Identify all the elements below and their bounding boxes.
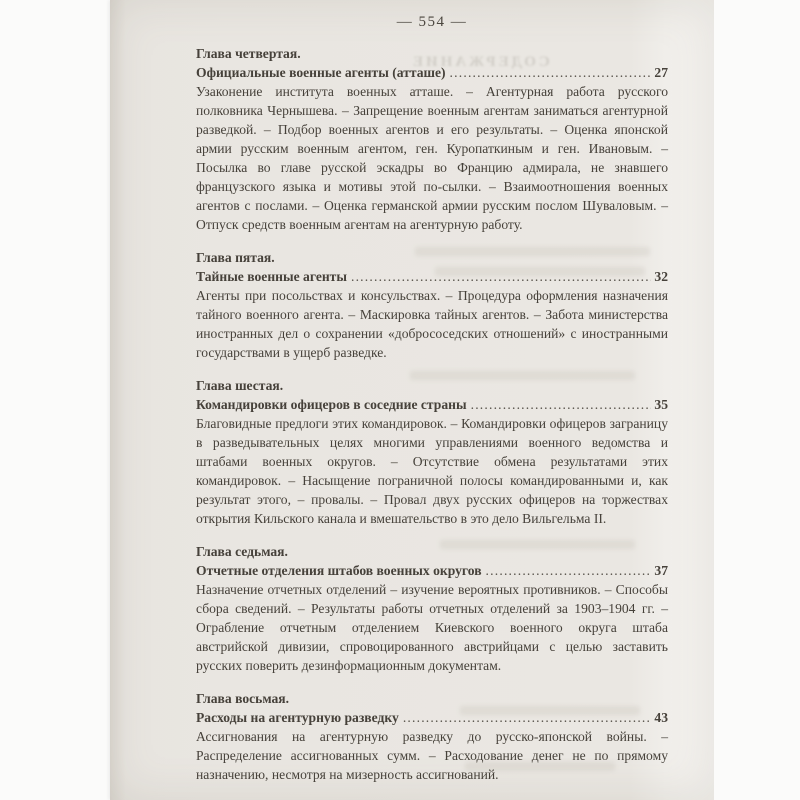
toc-chapter: [196, 44, 668, 234]
chapter-label: Глава восьмая.: [196, 691, 290, 706]
page-number: — 554 —: [396, 14, 468, 30]
dot-leader: [403, 708, 652, 727]
chapter-label: Глава шестая.: [196, 378, 284, 393]
chapter-page-ref: 27: [654, 65, 668, 80]
chapter-title: Официальные военные агенты (атташе): [196, 65, 446, 80]
chapter-page-ref: 37: [654, 563, 668, 578]
toc-chapter: [196, 689, 668, 784]
toc-chapter: [196, 542, 668, 675]
chapter-summary: Благовидные предлоги этих командировок. – Командировки офицеров заграницу в разведывательных целях многими управлениями военного ведомства и штабами военных округов. – Отсутствие обмена результатами этих командировок. – Насыщение пограничной полосы командированными и, как результат этого, – провалы. – Провал двух русских офицеров на торжествах открытия Кильского канала и вмешательство в это дело Вильгельма II.: [196, 416, 668, 526]
chapter-title-row: [196, 708, 668, 727]
chapter-title: Командировки офицеров в соседние страны: [196, 397, 467, 412]
toc-chapter: [196, 376, 668, 528]
chapter-label: Глава пятая.: [196, 250, 275, 265]
chapter-title: Тайные военные агенты: [196, 269, 347, 284]
chapter-summary: Ассигнования на агентурную разведку до русско-японской войны. – Распределение ассигнованных сумм. – Расходование денег не по прямому назначению, несмотря на мизерность ассигнований.: [196, 729, 668, 782]
scanned-book-page: [110, 0, 714, 800]
dot-leader: [486, 561, 652, 580]
chapter-page-ref: 32: [654, 269, 668, 284]
table-of-contents: [196, 44, 668, 784]
toc-chapter: [196, 248, 668, 362]
chapter-title: Расходы на агентурную разведку: [196, 710, 399, 725]
chapter-title-row: [196, 267, 668, 286]
dot-leader: [471, 395, 652, 414]
chapter-title-row: [196, 63, 668, 82]
chapter-summary: Агенты при посольствах и консульствах. – Процедура оформления назначения тайного военного агента. – Маскировка тайных агентов. – Забота министерства иностранных дел о сохранении «добрососедских отношений» с иностранными государствами в ущерб разведке.: [196, 288, 668, 360]
chapter-summary: Назначение отчетных отделений – изучение вероятных противников. – Способы сбора сведений. – Результаты работы отчетных отделений за 1903–1904 гг. – Ограбление отчетным отделением Киевского военного округа штаба австрийской дивизии, спровоцированного австрийцами с целью заставить русских поверить дезинформационным документам.: [196, 582, 668, 673]
chapter-title: Отчетные отделения штабов военных округов: [196, 563, 482, 578]
dot-leader: [351, 267, 651, 286]
chapter-summary: Узаконение института военных атташе. – Агентурная работа русского полковника Чернышева. – Запрещение военным агентам заниматься агентурной разведкой. – Подбор военных агентов и его результаты. – Оценка японской армии русским военным агентом, ген. Куропаткиным и ген. Ивановым. – Посылка во главе русской эскадры во Францию адмирала, не знавшего французского языка и мотивы этой по-сылки. – Взаимоотношения военных агентов с послами. – Оценка германской армии русским послом Шуваловым. – Отпуск средств военным агентам на агентурную работу.: [196, 84, 668, 232]
bleed-through-text: СОДЕРЖАНИЕ: [410, 54, 550, 70]
chapter-page-ref: 43: [654, 710, 668, 725]
chapter-page-ref: 35: [654, 397, 668, 412]
chapter-label: Глава четвертая.: [196, 46, 301, 61]
chapter-title-row: [196, 561, 668, 580]
page-content: [196, 13, 668, 784]
chapter-title-row: [196, 395, 668, 414]
chapter-label: Глава седьмая.: [196, 544, 288, 559]
dot-leader: [450, 63, 652, 82]
